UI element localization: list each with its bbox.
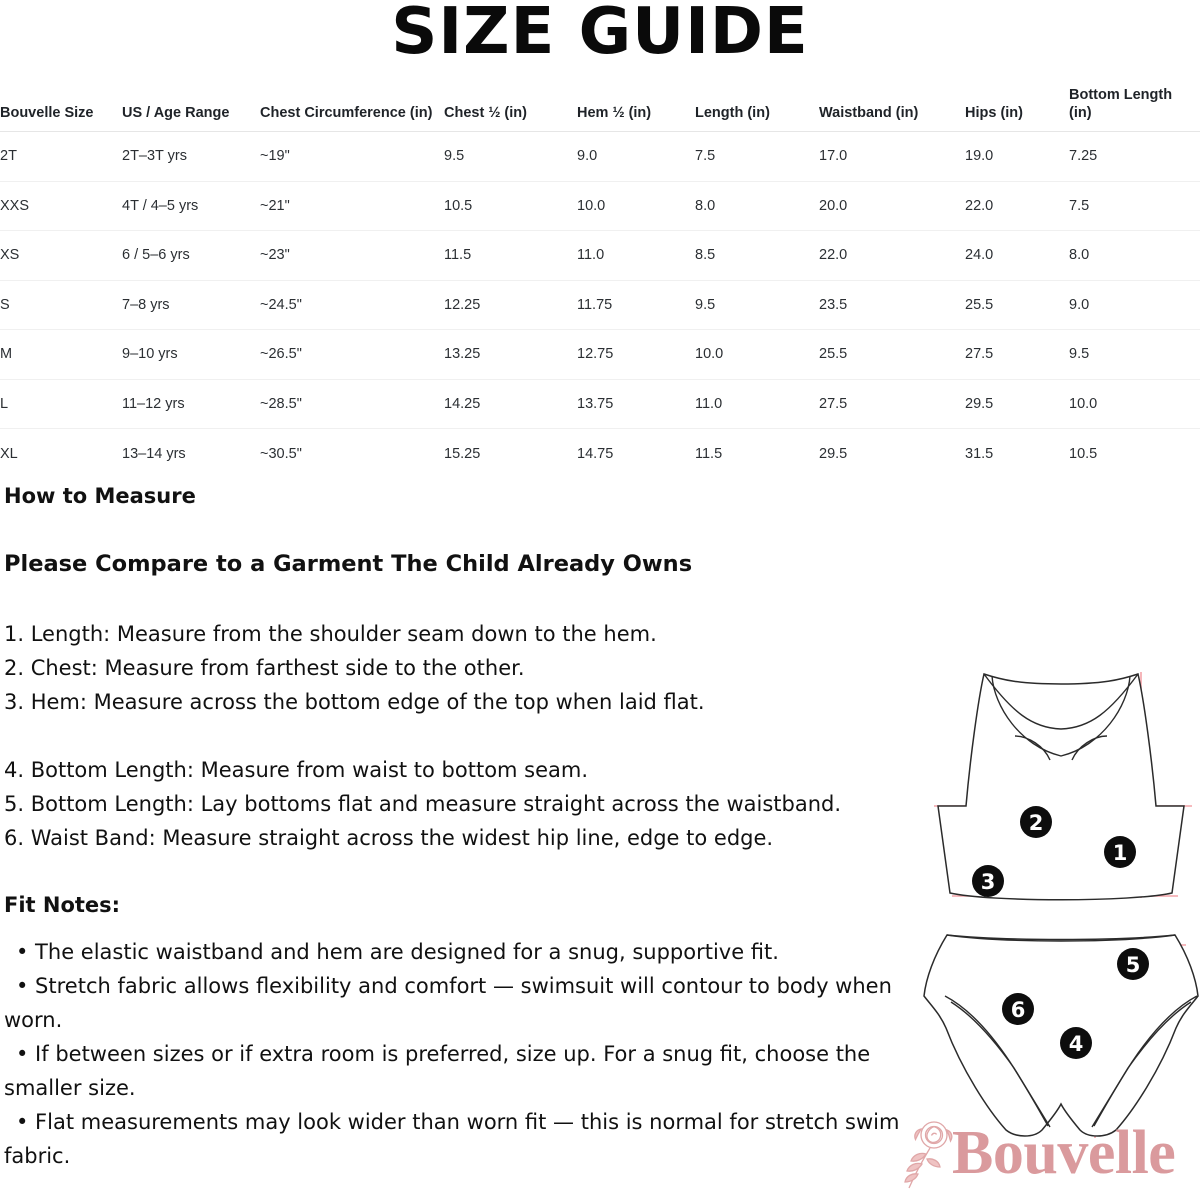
cell-hips: 25.5 (965, 280, 1069, 330)
cell-length: 11.5 (695, 445, 723, 462)
cell-hem-half: 13.75 (577, 379, 695, 429)
cell-chest-circumference: ~23" (260, 231, 444, 281)
fit-note-item: • The elastic waistband and hem are designed for a snug, supportive fit. (16, 940, 779, 964)
cell-length: 8.0 (695, 181, 819, 231)
cell-bottom-length: 9.5 (1069, 330, 1200, 380)
measure-steps-group-2 (4, 753, 841, 855)
cell-hips: 22.0 (965, 181, 1069, 231)
marker-5 (1117, 948, 1149, 980)
cell-bouvelle-size: M (0, 330, 122, 380)
page-title: SIZE GUIDE (391, 0, 809, 69)
brand-name: Bouvelle (952, 1119, 1176, 1187)
cell-bottom-length: 8.0 (1069, 231, 1200, 281)
cell-bouvelle-size: 2T (0, 132, 122, 182)
cell-hem-half: 11.75 (577, 280, 695, 330)
cell-length: 7.5 (695, 132, 819, 182)
cell-waistband: 29.5 (819, 445, 848, 462)
marker-1 (1104, 836, 1136, 868)
cell-bottom-length: 7.25 (1069, 132, 1200, 182)
measure-step-2: 2. Chest: Measure from farthest side to the other. (4, 656, 525, 680)
cell-hips: 24.0 (965, 231, 1069, 281)
cell-us-age-range: 11–12 yrs (122, 379, 260, 429)
fit-notes-heading: Fit Notes: (4, 893, 121, 917)
size-chart-table (0, 86, 1200, 478)
measure-steps-group-1 (4, 617, 705, 719)
cell-hem-half: 10.0 (577, 181, 695, 231)
table-header-row (0, 86, 1200, 132)
compare-garment-subheading: Please Compare to a Garment The Child Already Owns (4, 551, 693, 577)
col-header-hem-half: Hem ½ (in) (577, 86, 695, 132)
cell-hips: 29.5 (965, 379, 1069, 429)
marker-4-label: 4 (1068, 1032, 1084, 1056)
cell-waistband: 17.0 (819, 132, 965, 182)
cell-chest-circumference: ~19" (260, 132, 444, 182)
col-header-chest-circumference: Chest Circumference (in) (260, 86, 444, 132)
cell-hips: 31.5 (965, 445, 994, 462)
rose-icon (900, 1118, 956, 1192)
marker-1-label: 1 (1112, 841, 1128, 865)
cell-bouvelle-size: XL (0, 445, 18, 462)
cell-bottom-length: 7.5 (1069, 181, 1200, 231)
marker-6 (1002, 993, 1034, 1025)
cell-length: 10.0 (695, 330, 819, 380)
cell-chest-half: 14.25 (444, 379, 577, 429)
cell-chest-half: 11.5 (444, 231, 577, 281)
cell-chest-circumference: ~28.5" (260, 379, 444, 429)
col-header-bottom-length: Bottom Length (in) (1069, 86, 1200, 132)
fit-note-item: • If between sizes or if extra room is preferred, size up. For a snug fit, choose the smaller size. (4, 1042, 871, 1100)
sports-bra-top-diagram (920, 640, 1200, 912)
measure-step-3: 3. Hem: Measure across the bottom edge of the top when laid flat. (4, 690, 705, 714)
cell-hips: 19.0 (965, 132, 1069, 182)
measure-step-6: 6. Waist Band: Measure straight across the widest hip line, edge to edge. (4, 826, 774, 850)
measure-step-5: 5. Bottom Length: Lay bottoms flat and measure straight across the waistband. (4, 792, 842, 816)
cell-waistband: 25.5 (819, 330, 965, 380)
marker-2-label: 2 (1028, 811, 1044, 835)
cell-length: 8.5 (695, 231, 819, 281)
cell-hem-half: 11.0 (577, 231, 695, 281)
table-row (0, 132, 1200, 182)
cell-us-age-range: 2T–3T yrs (122, 132, 260, 182)
cell-bouvelle-size: L (0, 379, 122, 429)
cell-length: 11.0 (695, 379, 819, 429)
measure-step-1: 1. Length: Measure from the shoulder seam down to the hem. (4, 622, 657, 646)
fit-note-item: • Flat measurements may look wider than worn fit — this is normal for stretch swim fabric. (4, 1110, 900, 1168)
size-table-container (0, 86, 1200, 478)
bra-outline (938, 674, 1184, 900)
cell-chest-half: 12.25 (444, 280, 577, 330)
measure-step-4: 4. Bottom Length: Measure from waist to bottom seam. (4, 758, 589, 782)
table-row (0, 429, 1200, 479)
marker-6-label: 6 (1010, 998, 1026, 1022)
fit-notes-list (4, 935, 950, 1173)
cell-chest-half: 15.25 (444, 445, 481, 462)
cell-hips: 27.5 (965, 330, 1069, 380)
cell-bottom-length: 10.5 (1069, 445, 1098, 462)
col-header-us-age-range: US / Age Range (122, 86, 260, 132)
marker-4 (1060, 1027, 1092, 1059)
table-row (0, 181, 1200, 231)
table-row (0, 231, 1200, 281)
cell-us-age-range: 4T / 4–5 yrs (122, 181, 260, 231)
cell-waistband: 20.0 (819, 181, 965, 231)
cell-hem-half: 12.75 (577, 330, 695, 380)
cell-chest-half: 9.5 (444, 132, 577, 182)
cell-bouvelle-size: S (0, 280, 122, 330)
cell-chest-half: 10.5 (444, 181, 577, 231)
cell-waistband: 27.5 (819, 379, 965, 429)
marker-5-label: 5 (1125, 953, 1141, 977)
cell-us-age-range: 13–14 yrs (122, 445, 186, 462)
marker-3 (972, 865, 1004, 897)
cell-waistband: 22.0 (819, 231, 965, 281)
how-to-measure-heading: How to Measure (4, 484, 196, 508)
cell-us-age-range: 7–8 yrs (122, 280, 260, 330)
col-header-chest-half: Chest ½ (in) (444, 86, 577, 132)
cell-length: 9.5 (695, 280, 819, 330)
col-header-length: Length (in) (695, 86, 819, 132)
cell-bottom-length: 10.0 (1069, 379, 1200, 429)
cell-bouvelle-size: XS (0, 231, 122, 281)
col-header-hips: Hips (in) (965, 86, 1069, 132)
cell-chest-circumference: ~21" (260, 181, 444, 231)
table-row (0, 330, 1200, 380)
cell-chest-circumference: ~26.5" (260, 330, 444, 380)
cell-chest-half: 13.25 (444, 330, 577, 380)
brand-logo (900, 1110, 1200, 1196)
marker-2 (1020, 806, 1052, 838)
cell-us-age-range: 6 / 5–6 yrs (122, 231, 260, 281)
fit-note-item: • Stretch fabric allows flexibility and comfort — swimsuit will contour to body when worn. (4, 974, 892, 1032)
cell-hem-half: 14.75 (577, 445, 614, 462)
cell-chest-circumference: ~24.5" (260, 280, 444, 330)
table-row (0, 280, 1200, 330)
cell-bottom-length: 9.0 (1069, 280, 1200, 330)
table-row (0, 379, 1200, 429)
cell-bouvelle-size: XXS (0, 181, 122, 231)
cell-hem-half: 9.0 (577, 132, 695, 182)
col-header-waistband: Waistband (in) (819, 86, 965, 132)
marker-3-label: 3 (980, 870, 996, 894)
cell-chest-circumference: ~30.5" (260, 445, 302, 462)
col-header-bouvelle-size: Bouvelle Size (0, 86, 122, 132)
cell-waistband: 23.5 (819, 280, 965, 330)
cell-us-age-range: 9–10 yrs (122, 330, 260, 380)
bottoms-outline (924, 935, 1198, 1136)
